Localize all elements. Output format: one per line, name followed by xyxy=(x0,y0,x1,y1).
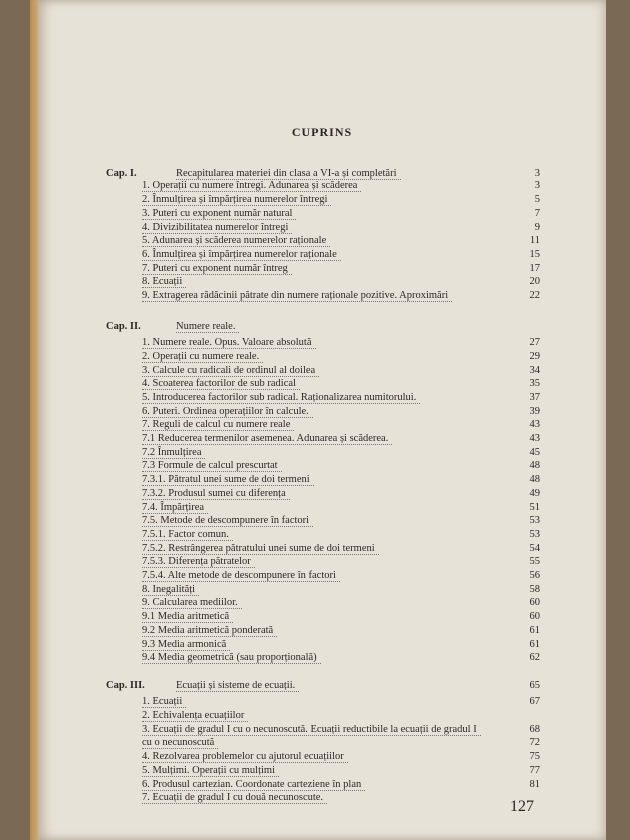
toc-entry xyxy=(38,276,606,290)
toc-entry-page: 61 xyxy=(529,638,540,650)
toc-entry-text: 7.5.4. Alte metode de descompunere în factori xyxy=(142,570,340,582)
toc-entry xyxy=(38,584,606,598)
toc-entry-text: 7.1 Reducerea termenilor asemenea. Adunarea și scăderea. xyxy=(142,433,392,445)
chapter-title: Numere reale. xyxy=(176,321,239,333)
toc-entry xyxy=(38,194,606,208)
toc-entry xyxy=(38,502,606,516)
toc-entry-page: 29 xyxy=(529,350,540,362)
toc-entry-text: cu o necunoscută xyxy=(142,737,218,749)
toc-entry xyxy=(38,696,606,710)
toc-entry xyxy=(38,263,606,277)
toc-entry-text: 4. Rezolvarea problemelor cu ajutorul ecuațiilor xyxy=(142,751,348,763)
toc-entry-page: 60 xyxy=(529,597,540,609)
toc-entry-page: 20 xyxy=(529,276,540,288)
toc-entry-text: 8. Ecuații xyxy=(142,276,186,288)
toc-entry-page: 48 xyxy=(529,474,540,486)
toc-entry-text: 7.3 Formule de calcul prescurtat xyxy=(142,460,282,472)
toc-entry-page: 37 xyxy=(529,391,540,403)
toc-entry xyxy=(38,406,606,420)
toc-entry-text: 7.4. Împărțirea xyxy=(142,502,208,514)
chapter-label: Cap. III. xyxy=(106,679,145,691)
toc-entry-page: 60 xyxy=(529,611,540,623)
toc-entry-page: 11 xyxy=(529,235,540,247)
toc-entry xyxy=(38,488,606,502)
toc-entry-page: 39 xyxy=(529,405,540,417)
toc-entry xyxy=(38,765,606,779)
chapter-page-number: 65 xyxy=(529,679,540,691)
toc-entry-page: 48 xyxy=(529,460,540,472)
toc-entry xyxy=(38,529,606,543)
toc-entry-text: 7.3.2. Produsul sumei cu diferența xyxy=(142,488,290,500)
toc-entry-page: 54 xyxy=(529,542,540,554)
toc-entry-text: 6. Înmulțirea și împărțirea numerelor raționale xyxy=(142,249,341,261)
toc-entry-page: 51 xyxy=(529,501,540,513)
toc-entry xyxy=(38,737,606,751)
toc-entry-text: 7.5. Metode de descompunere în factori xyxy=(142,515,313,527)
toc-entry-text: 4. Scoaterea factorilor de sub radical xyxy=(142,378,300,390)
toc-entry xyxy=(38,597,606,611)
toc-entry-page: 15 xyxy=(529,248,540,260)
toc-entry-page: 35 xyxy=(529,378,540,390)
toc-entry-text: 1. Numere reale. Opus. Valoare absolută xyxy=(142,337,316,349)
toc-entry-page: 22 xyxy=(529,290,540,301)
toc-entry-page: 27 xyxy=(529,337,540,349)
toc-entry-page: 9 xyxy=(534,221,540,233)
toc-entry xyxy=(38,235,606,249)
toc-entry-text: 5. Mulțimi. Operații cu mulțimi xyxy=(142,765,279,777)
toc-entry xyxy=(38,208,606,222)
toc-entry-page: 68 xyxy=(529,723,540,735)
chapter-label: Cap. I. xyxy=(106,168,137,179)
toc-entry-text: 7.5.3. Diferența pătratelor xyxy=(142,556,255,568)
toc-entry-page: 61 xyxy=(529,624,540,636)
toc-entry xyxy=(38,351,606,365)
toc-entry-text: 5. Introducerea factorilor sub radical. Raționalizarea numitorului. xyxy=(142,392,420,404)
toc-entry-page: 77 xyxy=(529,764,540,776)
chapter-page-number: 3 xyxy=(534,168,540,179)
toc-entry-page: 43 xyxy=(529,433,540,444)
toc-entry-text: 7.3.1. Pătratul unei sume de doi termeni xyxy=(142,474,314,486)
toc-entry-text: 4. Divizibilitatea numerelor întregi xyxy=(142,222,292,234)
toc-entry-page: 5 xyxy=(534,194,540,206)
toc-entry xyxy=(38,570,606,584)
toc-entry-text: 7. Reguli de calcul cu numere reale xyxy=(142,419,294,431)
toc-entry xyxy=(38,625,606,639)
toc-entry-text: 7. Ecuații de gradul I cu două necunoscute. xyxy=(142,792,327,804)
toc-entry-text: 1. Operații cu numere întregi. Adunarea și scăderea xyxy=(142,180,361,192)
toc-entry-text: 9.4 Media geometrică (sau proporțională) xyxy=(142,652,321,664)
toc-entry-text: 5. Adunarea și scăderea numerelor raționale xyxy=(142,235,330,247)
toc-entry xyxy=(38,639,606,653)
toc-entry-page: 45 xyxy=(529,446,540,458)
toc-entry xyxy=(38,652,606,666)
toc-entry-text: 7. Puteri cu exponent număr întreg xyxy=(142,263,292,275)
toc-entry-text: 9.2 Media aritmetică ponderată xyxy=(142,625,277,637)
toc-entry-page: 43 xyxy=(529,419,540,431)
toc-entry-text: 8. Inegalități xyxy=(142,584,199,596)
toc-entry-text: 7.5.1. Factor comun. xyxy=(142,529,233,541)
toc-entry-page: 67 xyxy=(529,696,540,708)
toc-entry-text: 9.1 Media aritmetică xyxy=(142,611,233,623)
toc-entry-page: 53 xyxy=(529,528,540,540)
toc-entry-text: 2. Operații cu numere reale. xyxy=(142,351,263,363)
toc-entry xyxy=(38,365,606,379)
toc-entry-page: 49 xyxy=(529,487,540,499)
page-title: CUPRINS xyxy=(291,125,353,139)
toc-entry-text: 2. Înmulțirea și împărțirea numerelor întregi xyxy=(142,194,331,206)
toc-entry xyxy=(38,474,606,488)
toc-entry xyxy=(38,290,606,304)
chapter-label: Cap. II. xyxy=(106,320,141,332)
toc-entry-text: 7.2 Înmulțirea xyxy=(142,447,205,459)
toc-entry xyxy=(38,378,606,392)
toc-entry xyxy=(38,611,606,625)
toc-entry-text: 6. Puteri. Ordinea operațiilor în calcule. xyxy=(142,406,313,418)
toc-entry-page: 72 xyxy=(529,737,540,749)
toc-entry-page: 75 xyxy=(529,751,540,763)
toc-entry-page: 55 xyxy=(529,556,540,568)
toc-entry-text: 3. Ecuații de gradul I cu o necunoscută. Ecuații reductibile la ecuații de gradul I xyxy=(142,724,481,736)
toc-entry-text: 3. Calcule cu radicali de ordinul al doilea xyxy=(142,365,319,377)
toc-entry-text: 6. Produsul cartezian. Coordonate carteziene în plan xyxy=(142,779,365,791)
toc-entry xyxy=(38,543,606,557)
toc-entry-page: 53 xyxy=(529,515,540,527)
toc-entry-page: 17 xyxy=(529,262,540,274)
toc-entry-text: 1. Ecuații xyxy=(142,696,186,708)
chapter-title: Ecuații și sisteme de ecuații. xyxy=(176,680,299,692)
chapter-title: Recapitularea materiei din clasa a VI-a și completări xyxy=(176,168,401,180)
book-page xyxy=(38,0,606,840)
toc-entry-page: 7 xyxy=(534,207,540,219)
toc-entry xyxy=(38,180,606,194)
toc-entry-text: 9. Extragerea rădăcinii pătrate din numere raționale pozitive. Aproximări xyxy=(142,290,452,302)
toc-entry xyxy=(38,515,606,529)
toc-entry-page: 58 xyxy=(529,583,540,595)
toc-entry xyxy=(38,447,606,461)
toc-entry xyxy=(38,249,606,263)
toc-entry-page: 56 xyxy=(529,570,540,581)
toc-entry-text: 2. Echivalența ecuațiilor xyxy=(142,710,248,722)
toc-entry-page: 3 xyxy=(534,180,540,192)
chapter-heading xyxy=(38,321,606,335)
toc-entry xyxy=(38,392,606,406)
page-number: 127 xyxy=(510,798,534,815)
toc-entry xyxy=(38,779,606,793)
toc-entry xyxy=(38,433,606,447)
toc-entry xyxy=(38,556,606,570)
toc-entry xyxy=(38,337,606,351)
toc-entry xyxy=(38,460,606,474)
toc-entry xyxy=(38,724,606,738)
toc-entry-text: 9. Calcularea mediilor. xyxy=(142,597,242,609)
toc-entry-text: 7.5.2. Restrângerea pătratului unei sume de doi termeni xyxy=(142,543,379,555)
toc-entry-page: 81 xyxy=(529,778,540,790)
toc-entry-text: 3. Puteri cu exponent număr natural xyxy=(142,208,296,220)
toc-entry xyxy=(38,222,606,236)
toc-entry-text: 9.3 Media armonică xyxy=(142,639,230,651)
toc-entry-page: 34 xyxy=(529,364,540,376)
toc-entry xyxy=(38,751,606,765)
toc-entry xyxy=(38,419,606,433)
toc-entry xyxy=(38,710,606,724)
toc-entry-page: 62 xyxy=(529,652,540,664)
chapter-heading xyxy=(38,680,606,694)
